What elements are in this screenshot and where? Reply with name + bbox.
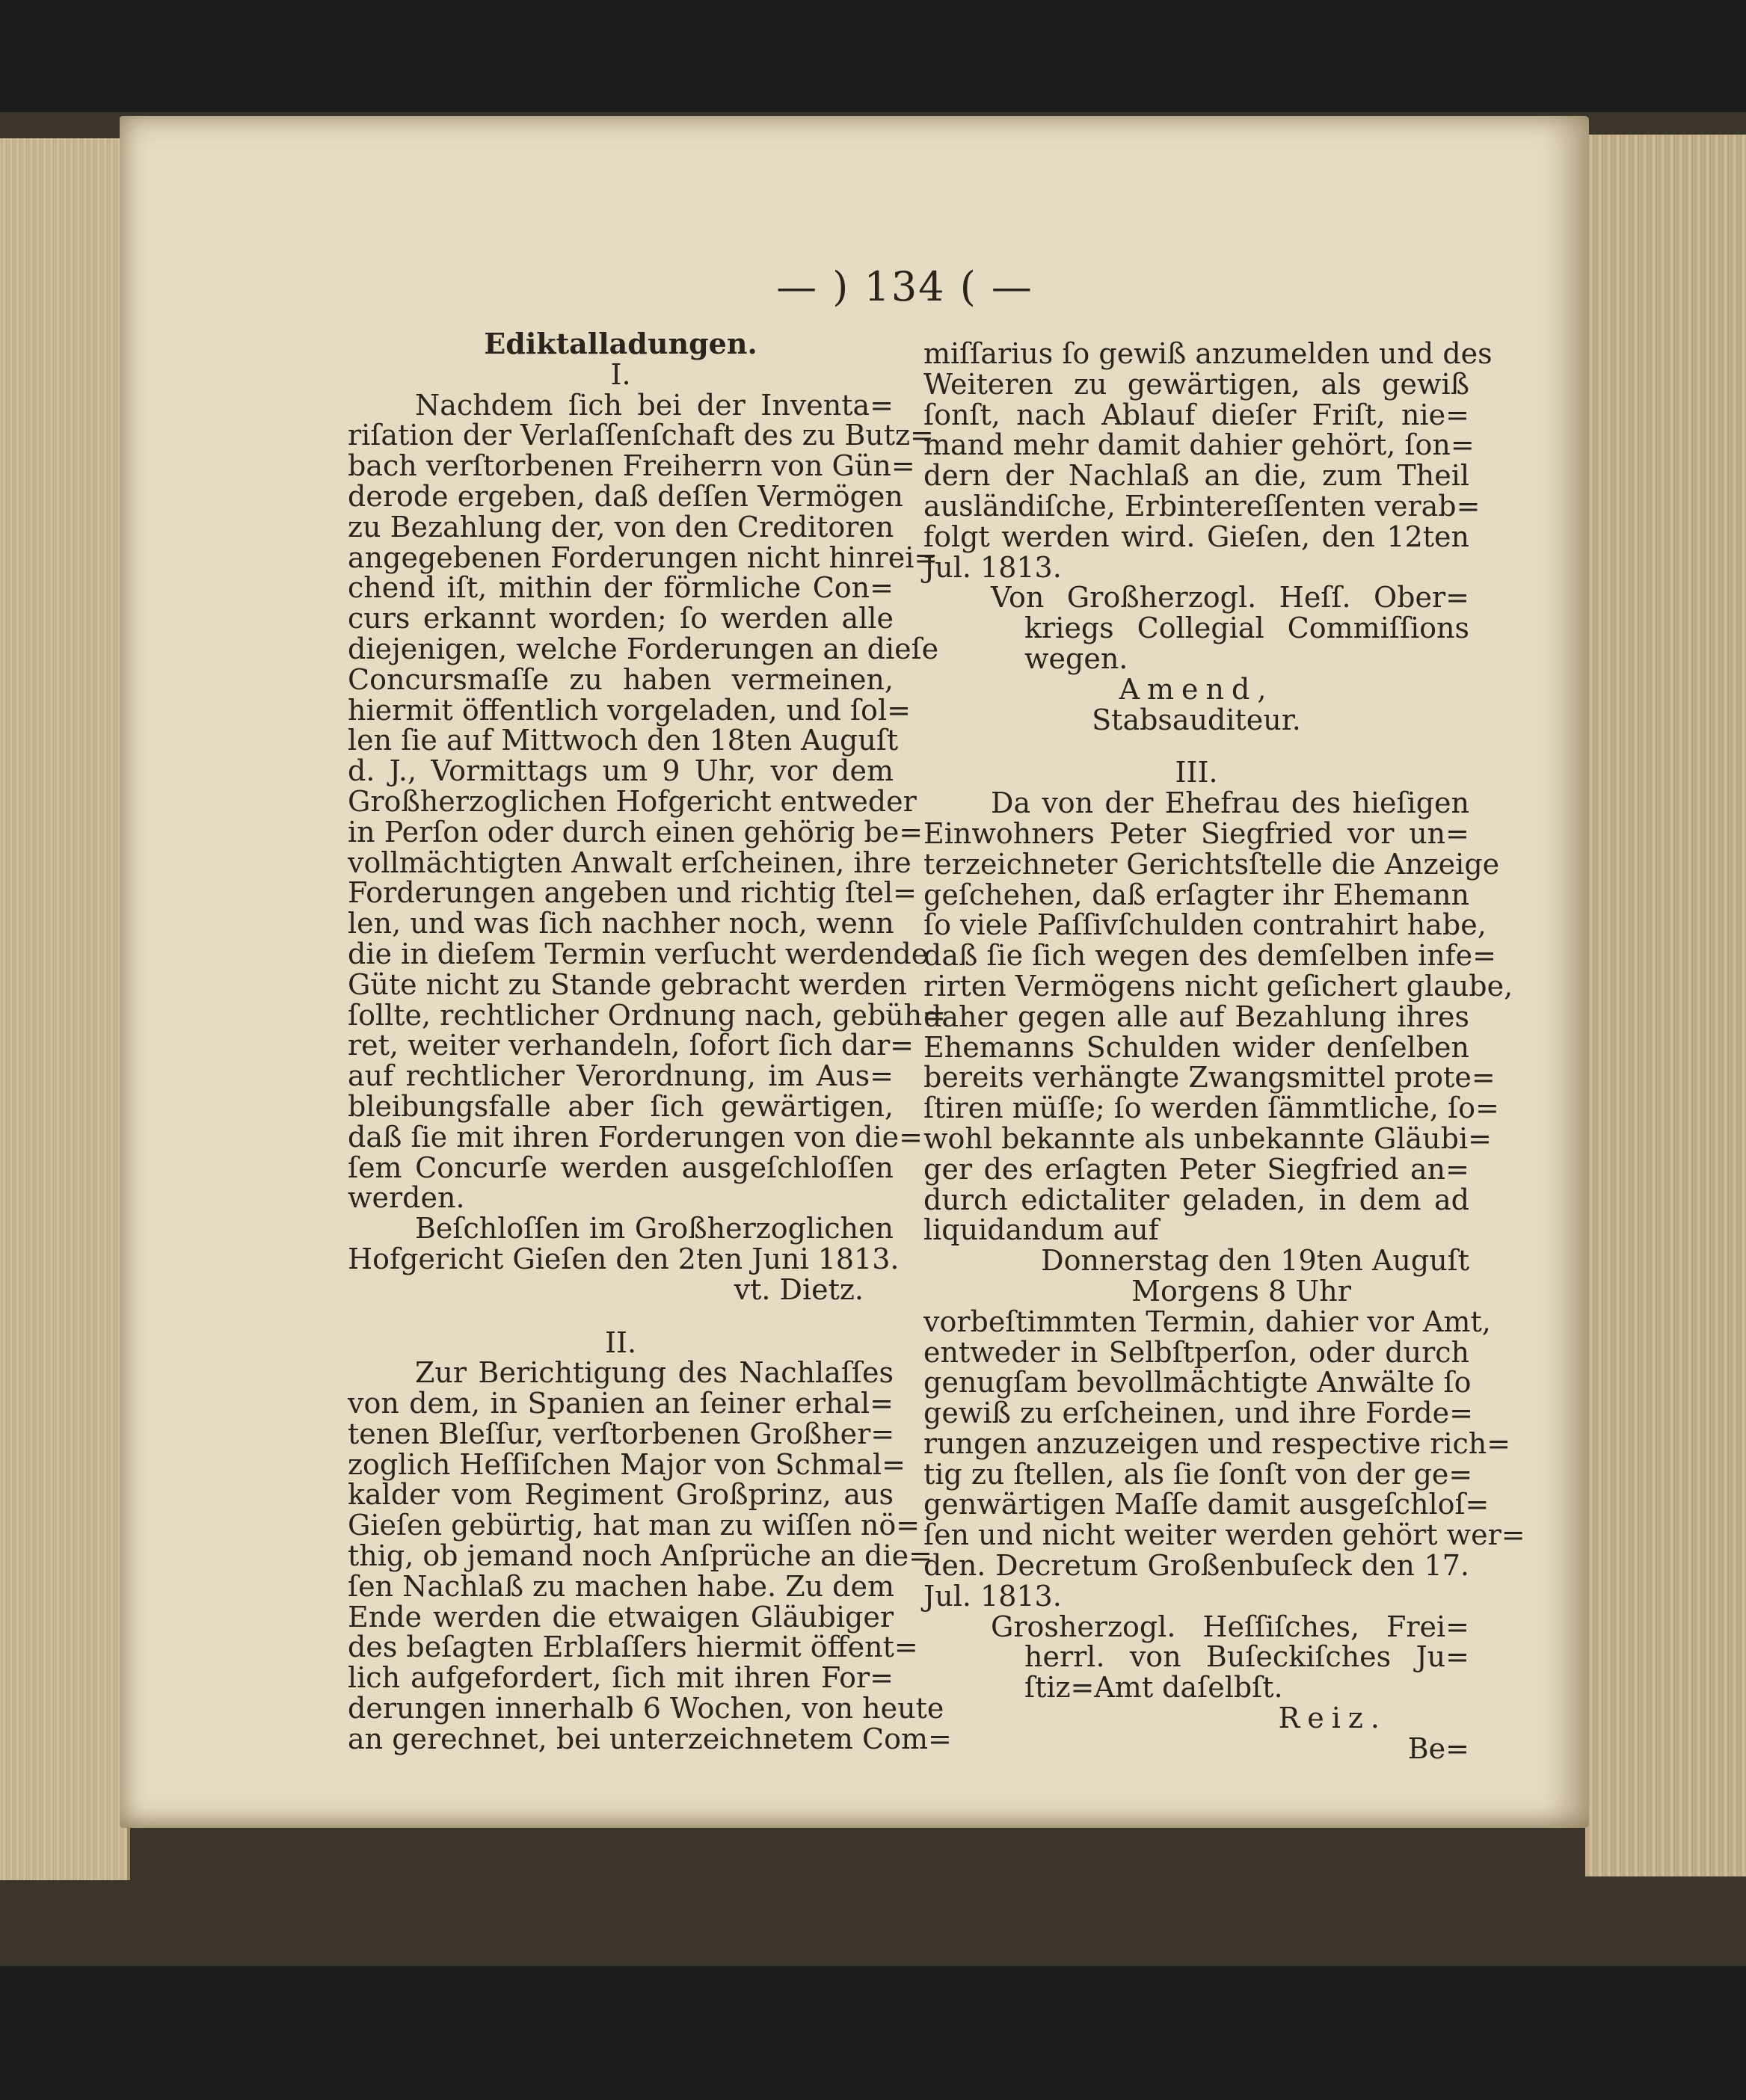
- text-line: entweder in Selbſtperſon, oder durch: [923, 1335, 1469, 1369]
- page-number-header: — ) 134 ( —: [776, 263, 1033, 310]
- text-line: ret, weiter verhandeln, ſofort ſich dar=: [348, 1029, 915, 1062]
- text-line: derode ergeben, daß deſſen Vermögen: [348, 479, 903, 513]
- text-line: in Perſon oder durch einen gehörig be=: [348, 815, 923, 849]
- text-line: ſen Nachlaß zu machen habe. Zu dem: [348, 1569, 894, 1603]
- text-line: Ende werden die etwaigen Gläubiger: [348, 1600, 894, 1633]
- text-line: miſſarius ſo gewiß anzumelden und des: [923, 337, 1493, 370]
- text-line: Von Großherzogl. Heſſ. Ober=: [991, 581, 1469, 615]
- section-title: Ediktalladungen.: [484, 327, 757, 360]
- text-line: Nachdem ſich bei der Inventa=: [415, 388, 894, 422]
- notice-3-authority: [923, 1612, 1469, 1703]
- text-line: ſtiren müſſe; ſo werden ſämmtliche, ſo=: [923, 1091, 1499, 1125]
- text-line: wegen.: [1024, 641, 1128, 675]
- text-line: durch edictaliter geladen, in dem ad: [923, 1183, 1469, 1216]
- signature-title: Stabsauditeur.: [1092, 703, 1301, 736]
- section-number-2: II.: [604, 1325, 637, 1359]
- text-line: Donnerstag den 19ten Auguſt: [1041, 1244, 1469, 1278]
- text-line: daß ſie ſich wegen des demſelben infe=: [923, 939, 1496, 973]
- text-line: wohl bekannte als unbekannte Gläubi=: [923, 1121, 1492, 1155]
- text-line: Forderungen angeben und richtig ſtel=: [348, 876, 917, 910]
- text-line: die in dieſem Termin verſucht werdende: [348, 937, 929, 970]
- text-line: len ſie auf Mittwoch den 18ten Auguſt: [348, 724, 899, 757]
- text-line: rirten Vermögens nicht geſichert glaube,: [923, 969, 1513, 1003]
- left-column: [348, 327, 952, 1755]
- text-line: den. Decretum Großenbuſeck den 17.: [923, 1549, 1469, 1583]
- text-line: zoglich Heſſiſchen Major von Schmal=: [348, 1447, 906, 1481]
- text-line: rungen anzuzeigen und respective rich=: [923, 1426, 1511, 1460]
- text-line: lich aufgefordert, ſich mit ihren For=: [348, 1661, 894, 1695]
- spacer: [923, 735, 1469, 757]
- text-line: Zur Berichtigung des Nachlaſſes: [415, 1356, 894, 1390]
- text-line: ausländiſche, Erbintereſſenten verab=: [923, 489, 1481, 523]
- section-number-1: I.: [610, 357, 631, 391]
- text-line: tig zu ſtellen, als ſie ſonſt von der ge=: [923, 1457, 1473, 1491]
- text-line: Jul. 1813.: [923, 1579, 1062, 1613]
- spacer: [348, 1305, 894, 1328]
- notice-1-signature: vt. Dietz.: [734, 1272, 864, 1306]
- text-line: geſchehen, daß erſagter ihr Ehemann: [923, 878, 1469, 911]
- text-line: liquidandum auf: [923, 1213, 1159, 1247]
- text-line: herrl. von Buſeckiſches Ju=: [1024, 1640, 1469, 1674]
- text-line: bach verſtorbenen Freiherrn von Gün=: [348, 449, 915, 483]
- text-line: terzeichneter Gerichtsſtelle die Anzeige: [923, 847, 1500, 881]
- text-line: kriegs Collegial Commiſſions: [1024, 612, 1469, 645]
- notice-2-text: [348, 1356, 952, 1755]
- text-line: zu Bezahlung der, von den Creditoren: [348, 510, 894, 544]
- catchword: Be=: [1407, 1731, 1469, 1765]
- text-line: ſen und nicht weiter werden gehört wer=: [923, 1518, 1525, 1552]
- signature-name: Amend,: [1119, 672, 1274, 706]
- text-line: chend iſt, mithin der förmliche Con=: [348, 571, 894, 605]
- text-line: ſonſt, nach Ablauf dieſer Friſt, nie=: [923, 398, 1469, 431]
- text-line: Concursmaſſe zu haben vermeinen,: [348, 662, 894, 696]
- notice-1-closing: [348, 1212, 900, 1275]
- right-column: [923, 337, 1525, 1765]
- text-line: Grosherzogl. Heſſiſches, Frei=: [991, 1610, 1469, 1643]
- text-line: derungen innerhalb 6 Wochen, von heute: [348, 1692, 944, 1725]
- text-line: daher gegen alle auf Bezahlung ihres: [923, 1000, 1469, 1033]
- notice-2-signature: [923, 674, 1469, 736]
- notice-1-text: [348, 388, 947, 1215]
- text-line: vorbeſtimmten Termin, dahier vor Amt,: [923, 1305, 1491, 1338]
- page-edges-left: [0, 138, 130, 1880]
- text-line: thig, ob jemand noch Anſprüche an die=: [348, 1539, 932, 1573]
- text-line: bleibungsfalle aber ſich gewärtigen,: [348, 1089, 894, 1123]
- text-line: d. J., Vormittags um 9 Uhr, vor dem: [348, 754, 894, 788]
- text-line: ſtiz=Amt daſelbſt.: [1024, 1671, 1283, 1705]
- text-line: an gerechnet, bei unterzeichnetem Com=: [348, 1722, 952, 1755]
- text-line: vollmächtigten Anwalt erſcheinen, ihre: [348, 846, 912, 879]
- text-line: gewiß zu erſcheinen, und ihre Forde=: [923, 1397, 1473, 1430]
- notice-3-signature: Reiz.: [1278, 1702, 1387, 1735]
- notice-3-text-continued: [923, 1305, 1525, 1613]
- text-line: werden.: [348, 1181, 465, 1215]
- text-line: von dem, in Spanien an ſeiner erhal=: [348, 1387, 894, 1420]
- text-line: daß ſie mit ihren Forderungen von die=: [348, 1120, 923, 1154]
- text-line: ſem Concurſe werden ausgeſchloſſen: [348, 1151, 894, 1184]
- page-edges-right: [1585, 135, 1746, 1876]
- text-line: hiermit öffentlich vorgeladen, und ſol=: [348, 693, 911, 727]
- text-line: ger des erſagten Peter Siegfried an=: [923, 1152, 1469, 1186]
- text-line: Gieſen gebürtig, hat man zu wiſſen nö=: [348, 1509, 920, 1542]
- text-line: len, und was ſich nachher noch, wenn: [348, 907, 894, 940]
- text-line: tenen Bleſſur, verſtorbenen Großher=: [348, 1417, 895, 1450]
- text-line: Großherzoglichen Hofgericht entweder: [348, 784, 917, 818]
- notice-3-text: [923, 786, 1513, 1247]
- text-line: angegebenen Forderungen nicht hinrei=: [348, 541, 938, 574]
- text-line: mand mehr damit dahier gehört, ſon=: [923, 428, 1475, 462]
- text-line: Jul. 1813.: [923, 550, 1062, 584]
- text-line: des beſagten Erblaſſers hiermit öffent=: [348, 1631, 918, 1664]
- text-line: bereits verhängte Zwangsmittel prote=: [923, 1061, 1496, 1094]
- notice-3-date: [923, 1245, 1469, 1307]
- text-line: curs erkannt worden; ſo werden alle: [348, 602, 894, 635]
- notice-2-authority: [923, 582, 1469, 674]
- text-line: riſation der Verlaſſenſchaft des zu Butz=: [348, 419, 934, 452]
- text-line: Ehemanns Schulden wider denſelben: [923, 1030, 1469, 1064]
- text-line: genwärtigen Maſſe damit ausgeſchloſ=: [923, 1488, 1490, 1521]
- text-line: Güte nicht zu Stande gebracht werden: [348, 967, 907, 1001]
- text-line: diejenigen, welche Forderungen an dieſe: [348, 632, 939, 665]
- text-line: genugſam bevollmächtigte Anwälte ſo: [923, 1366, 1472, 1400]
- text-line: Morgens 8 Uhr: [1131, 1274, 1351, 1308]
- text-line: ſollte, rechtlicher Ordnung nach, gebüh=: [348, 998, 947, 1032]
- text-line: kalder vom Regiment Großprinz, aus: [348, 1478, 894, 1512]
- text-line: Weiteren zu gewärtigen, als gewiß: [923, 367, 1469, 401]
- text-line: Einwohners Peter Siegfried vor un=: [923, 816, 1469, 850]
- text-line: Da von der Ehefrau des hieſigen: [991, 786, 1469, 820]
- text-line: ſo viele Paſſivſchulden contrahirt habe,: [923, 908, 1487, 942]
- section-number-3: III.: [1175, 756, 1218, 789]
- text-line: dern der Nachlaß an die, zum Theil: [923, 459, 1469, 493]
- text-line: folgt werden wird. Gieſen, den 12ten: [923, 520, 1469, 553]
- text-line: auf rechtlicher Verordnung, im Aus=: [348, 1059, 894, 1093]
- text-line: Hofgericht Gieſen den 2ten Juni 1813.: [348, 1242, 900, 1275]
- text-line: Beſchloſſen im Großherzoglichen: [415, 1212, 894, 1245]
- notice-2-continued: [923, 337, 1493, 584]
